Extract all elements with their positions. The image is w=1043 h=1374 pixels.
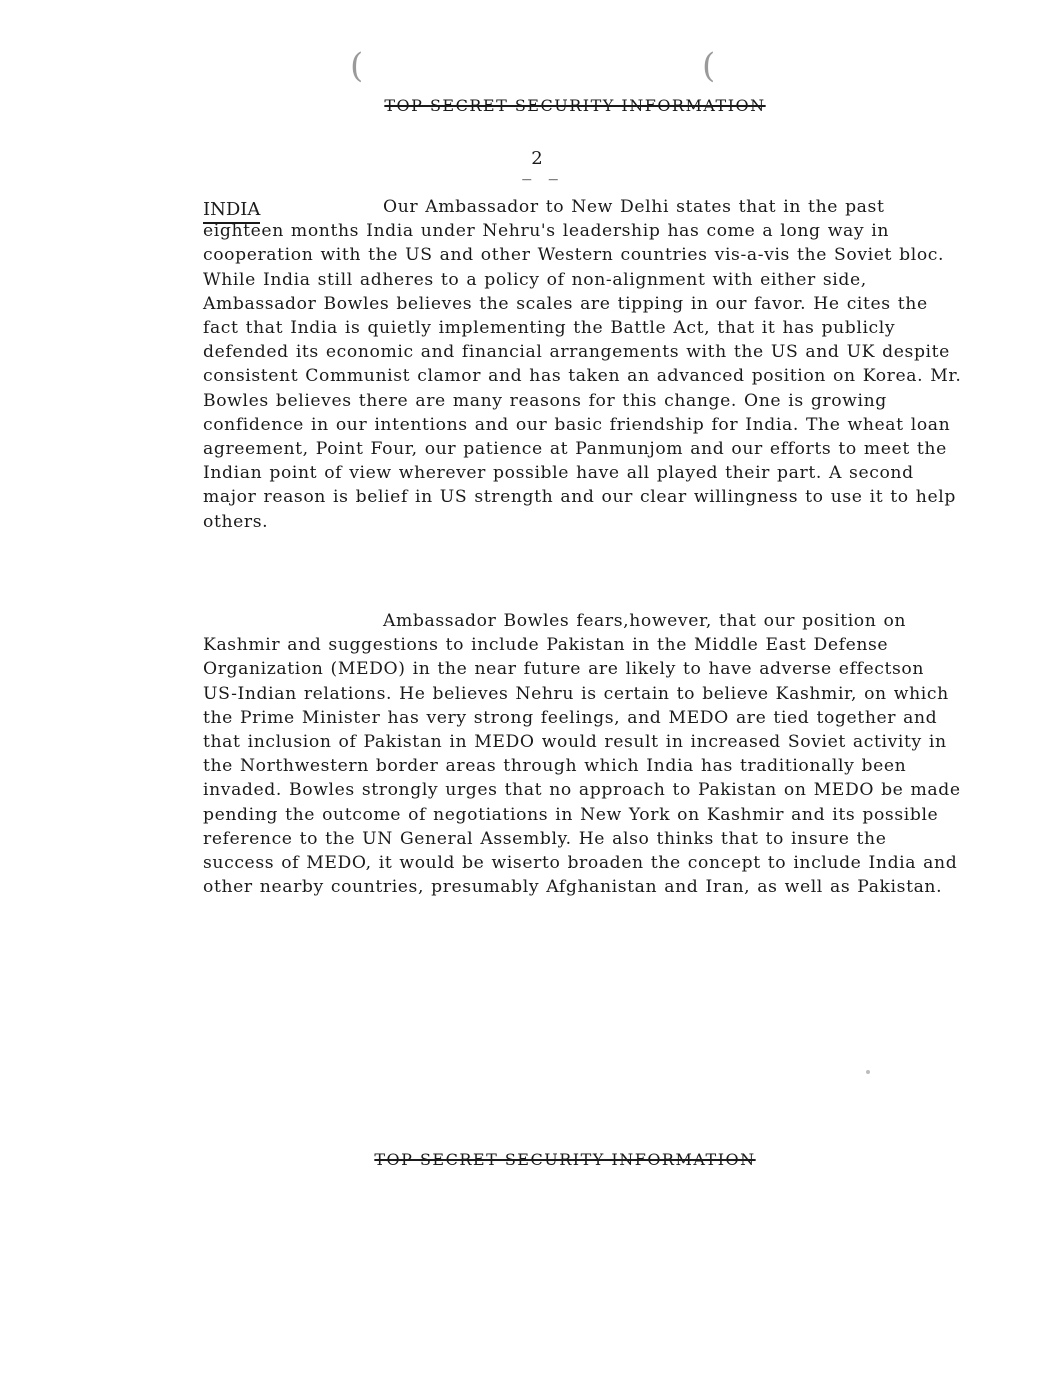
paragraph-1: Our Ambassador to New Delhi states that in the past eighteen months India under Nehru's leadership has come a long way in cooperation with the US and other Western countries vis-a-vis the Soviet bloc. While India still adheres to a policy of non-alignment with either side, Ambassador Bowles believes the scales are tipping in our favor. He cites the fact that India is quietly implementing the Battle Act, that it has publicly defended its economic and financial arrangements with the US and UK despite consistent Communist clamor and has taken an advanced position on Korea. Mr. Bowles believes there are many reasons for this change. One is growing confidence in our intentions and our basic friendship for India. The wheat loan agreement, Point Four, our patience at Panmunjom and our efforts to meet the Indian point of view wherever possible have all played their part. A second major reason is belief in US strength and our clear willingness to use it to help others. <box>203 197 962 532</box>
paragraph-2: Ambassador Bowles fears,however, that our position on Kashmir and suggestions to include Pakistan in the Middle East Defense Organization (MEDO) in the near future are likely to have adverse effectson US-Indian relations. He believes Nehru is certain to believe Kashmir, on which the Prime Minister has very strong feelings, and MEDO are tied together and that inclusion of Pakistan in MEDO would result in increased Soviet activity in the Northwestern border areas through which India has traditionally been invaded. Bowles strongly urges that no approach to Pakistan on MEDO be made pending the outcome of negotiations in New York on Kashmir and its possible reference to the UN General Assembly. He also thinks that to insure the success of MEDO, it would be wiserto broaden the concept to include India and other nearby countries, presumably Afghanistan and Iran, as well as Pakistan. <box>203 611 961 898</box>
scan-artifact-paren-left: ( <box>350 46 364 86</box>
header-classification: TOP SECRET SECURITY INFORMATION <box>384 96 766 115</box>
scan-artifact-paren-right: ( <box>702 46 716 86</box>
scan-speck <box>866 1070 870 1074</box>
section-heading: INDIA <box>203 199 260 224</box>
footer-classification: TOP SECRET SECURITY INFORMATION <box>374 1150 756 1169</box>
page-number: _2_ <box>522 148 558 181</box>
